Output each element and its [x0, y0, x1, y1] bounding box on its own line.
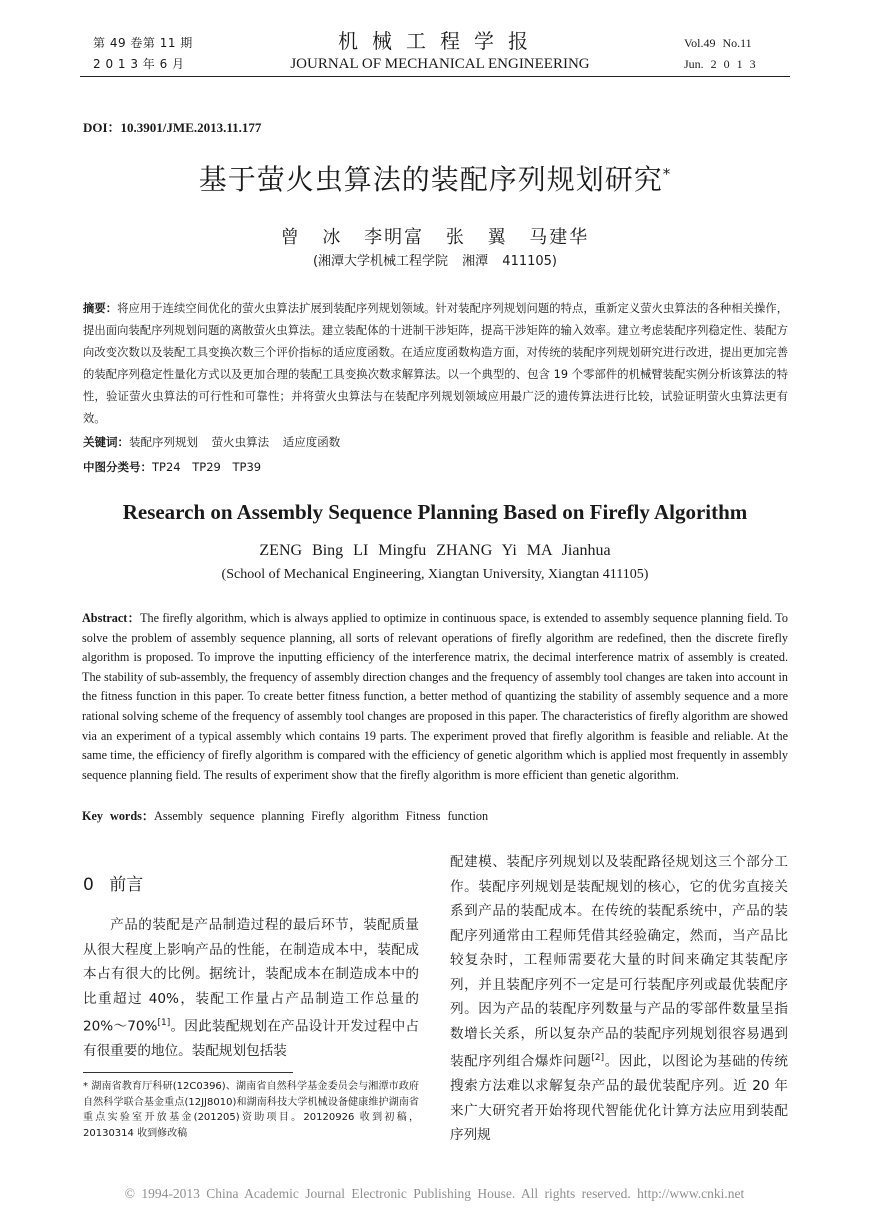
- keywords-label-en: Key words：: [82, 809, 155, 823]
- paper-title-en: Research on Assembly Sequence Planning Based on Firefly Algorithm: [122, 500, 748, 524]
- keywords-label-cn: 关键词：: [83, 435, 129, 449]
- intro-text-b: 。因此装配规划在产品设计开发过程中占有很重要的地位。装配规划包括装: [83, 1018, 419, 1060]
- citation-2[interactable]: [2]: [591, 1053, 605, 1063]
- footnote-rule: [83, 1072, 293, 1073]
- body-column-right: [450, 850, 788, 1148]
- journal-name-cn: 机械工程学报: [338, 29, 542, 53]
- intro-paragraph-continued: [450, 850, 788, 1148]
- keywords-text-cn: 装配序列规划 萤火虫算法 适应度函数: [129, 435, 341, 449]
- intro-text-d: 。因此，以图论为基础的传统搜索方法难以求解复杂产品的最优装配序列。近 20 年来广大研究者开始将现代智能优化计算方法应用到装配序列规: [450, 1053, 789, 1144]
- intro-paragraph: [83, 913, 419, 1064]
- header-rule: [80, 76, 790, 77]
- title-footnote-mark: *: [662, 165, 672, 183]
- copyright-line: © 1994-2013 China Academic Journal Electronic Publishing House. All rights reserved. http://www.cnki.net: [124, 1186, 745, 1201]
- affiliation-cn: (湘潭大学机械工程学院 湘潭 411105): [312, 254, 558, 269]
- abstract-text-en: The firefly algorithm, which is always applied to optimize in continuous space, is extended to assembly sequence planning field. To solve the problem of assembly sequence planning, all sorts of relevant operations of firefly algorithm are redefined, then the discrete firefly algorithm is proposed. To improve the inputting efficiency of the interference matrix, the decimal interference matrix of assembly is created. The stability of sub-assembly, the frequency of assembly direction changes and the frequency of assembly tool changes are taken into account in the fitness function in this paper. To create better fitness function, a better method of quantizing the stability of assembly sequence and a more rational solving scheme of the frequency of assembly tool changes are proposed in this paper. The characteristics of firefly algorithm are showed via an experiment of a typical assembly which contains 19 parts. The experiment proved that firefly algorithm is feasible and reliable. At the same time, the efficiency of firefly algorithm is compared with the efficiency of genetic algorithm which is applied most frequently in assembly sequence planning field. The results of experiment show that the firefly algorithm is more efficient than genetic algorithm.: [82, 611, 788, 782]
- body-column-left: [83, 870, 419, 1064]
- funding-footnote: * 湖南省教育厅科研(12C0396)、湖南省自然科学基金委员会与湘潭市政府自然科学联合基金重点(12JJ8010)和湖南科技大学机械设备健康维护湖南省重点实验室开放基金(201205)资助项目。20120926 收到初稿，20130314 收到修改稿: [83, 1081, 419, 1139]
- volume-cn: 第 49 卷第 11 期: [93, 36, 193, 50]
- intro-text-a: 产品的装配是产品制造过程的最后环节，装配质量从很大程度上影响产品的性能，在制造成本中，装配成本占有很大的比例。据统计，装配成本在制造成本中的比重超过 40%，装配工作量占产品制造工作总量的 20%～70%: [83, 917, 419, 1035]
- section-heading: 0 前言: [83, 875, 144, 895]
- paper-title-cn: [80, 160, 790, 200]
- citation-1[interactable]: [1]: [157, 1018, 171, 1028]
- abstract-label-cn: 摘要：: [83, 302, 118, 315]
- authors-en: ZENG Bing LI Mingfu ZHANG Yi MA Jianhua: [259, 542, 611, 559]
- classification-text-cn: TP24 TP29 TP39: [152, 460, 262, 474]
- abstract-en: [82, 609, 788, 785]
- classification-label-cn: 中图分类号：: [83, 460, 152, 474]
- abstract-text-cn: 将应用于连续空间优化的萤火虫算法扩展到装配序列规划领域。针对装配序列规划问题的特点，重新定义萤火虫算法的各种相关操作，提出面向装配序列规划问题的离散萤火虫算法。建立装配体的十进制干涉矩阵，提高干涉矩阵的输入效率。建立考虑装配序列稳定性、装配方向改变次数以及装配工具变换次数三个评价指标的适应度函数。在适应度函数构造方面，对传统的装配序列规划研究进行改进，提出更加完善的装配序列稳定性量化方式以及更加合理的装配工具变换次数求解算法。以一个典型的、包含 19 个零部件的机械臂装配实例分析该算法的特性，验证萤火虫算法的可行性和可靠性；并将萤火虫算法与在装配序列规划领域应用最广泛的遗传算法进行比较，试验证明萤火虫算法更有效。: [83, 302, 788, 425]
- doi: DOI：10.3901/JME.2013.11.177: [83, 120, 262, 135]
- abstract-label-en: Abstract：: [82, 611, 141, 625]
- keywords-en: [82, 807, 488, 827]
- abstract-cn: [83, 298, 788, 430]
- date-en: Jun. 2 0 1 3: [684, 57, 756, 71]
- title-text-cn: 基于萤火虫算法的装配序列规划研究: [198, 163, 663, 196]
- issue-info-en: [684, 33, 756, 75]
- authors-cn: 曾 冰 李明富 张 翼 马建华: [280, 227, 590, 248]
- issue-info-cn: [93, 33, 193, 75]
- classification-cn: [83, 456, 261, 478]
- intro-text-c: 配建模、装配序列规划以及装配路径规划这三个部分工作。装配序列规划是装配规划的核心，它的优劣直接关系到产品的装配成本。在传统的装配系统中，产品的装配序列通常由工程师凭借其经验确定，然而，当产品比较复杂时，工程师需要花大量的时间来确定其装配序列，并且装配序列不一定是可行装配序列或最优装配序列。因为产品的装配序列数量与产品的零部件数量呈指数增长关系，所以复杂产品的装配序列规划很容易遇到装配序列组合爆炸问题: [450, 854, 788, 1070]
- journal-name-en: JOURNAL OF MECHANICAL ENGINEERING: [290, 56, 590, 72]
- affiliation-en: (School of Mechanical Engineering, Xiangtan University, Xiangtan 411105): [221, 567, 649, 582]
- journal-name: [250, 28, 630, 74]
- keywords-text-en: Assembly sequence planning Firefly algorithm Fitness function: [154, 809, 489, 823]
- date-cn: 2 0 1 3 年 6 月: [93, 57, 185, 71]
- volume-en: Vol.49 No.11: [684, 36, 752, 50]
- keywords-cn: [83, 431, 340, 453]
